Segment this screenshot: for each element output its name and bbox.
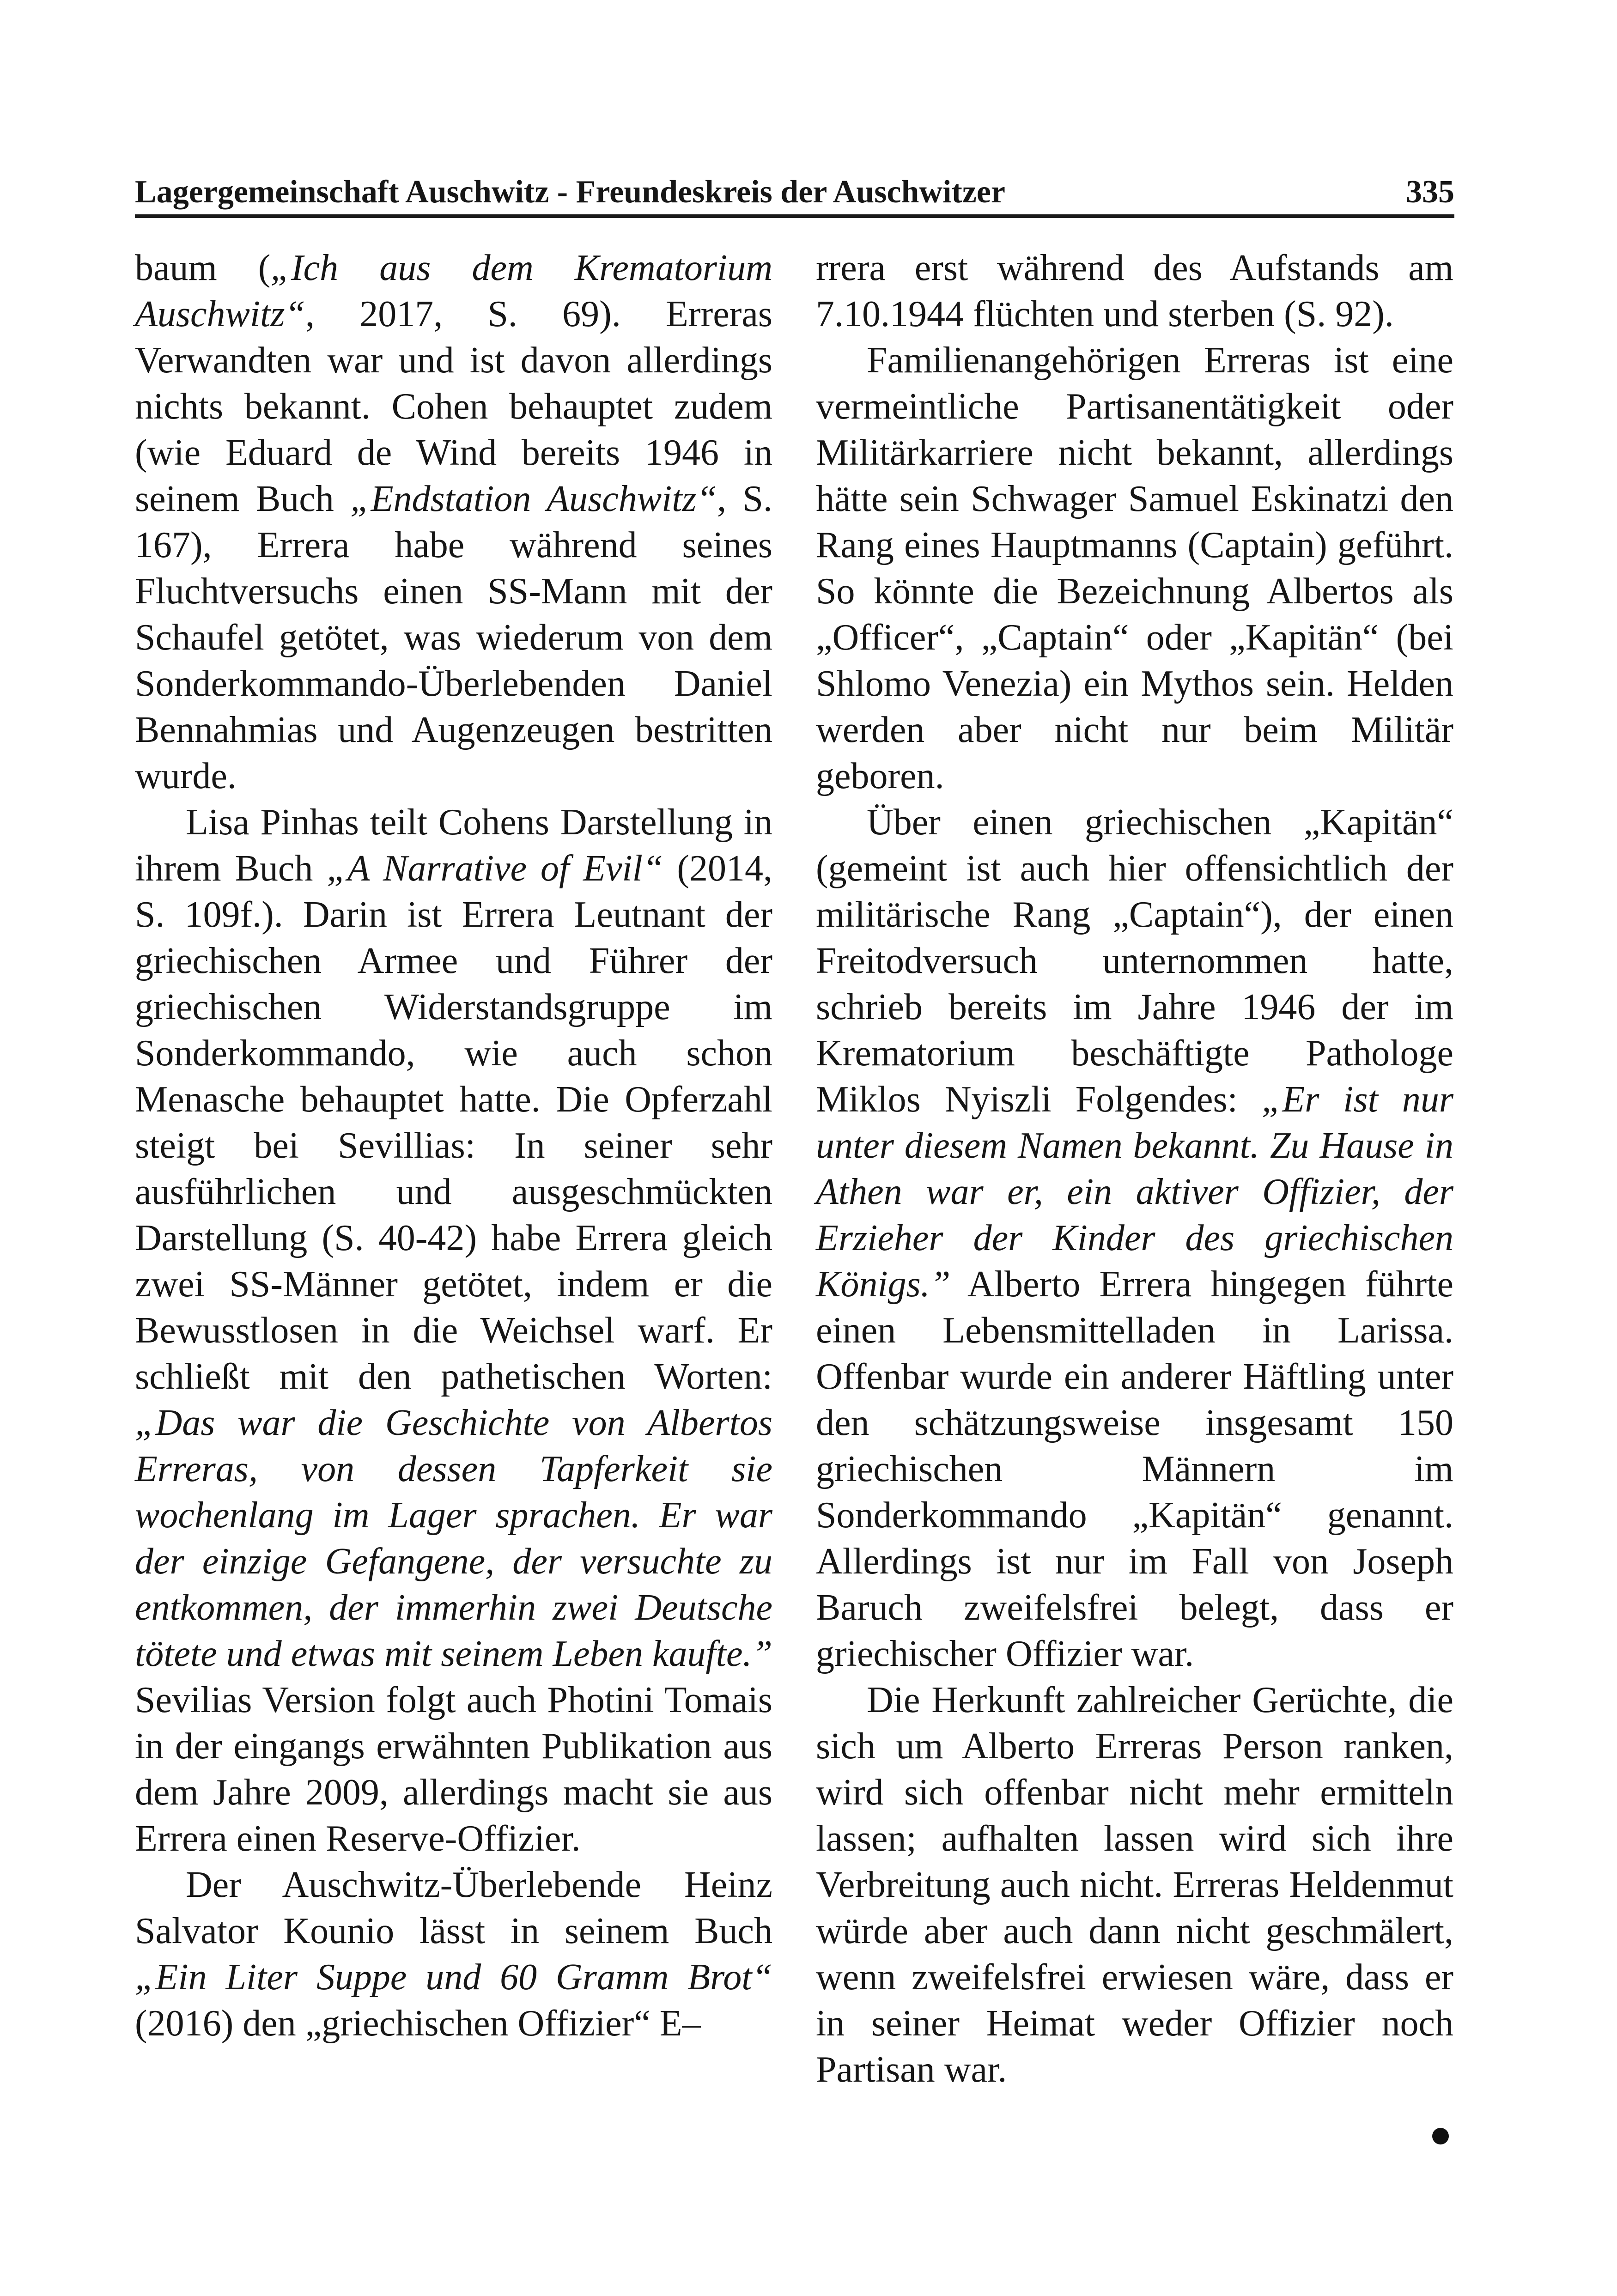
text-run: , S. 167), Errera habe während seines Fluchtversuchs einen SS-Mann mit der Schaufel getötet, was wiederum von dem Sonderkommando-Überlebenden Daniel Bennahmias und Augenzeugen bestritten wurde. (135, 479, 773, 796)
text-run: Der Auschwitz-Überlebende Heinz Salvator Kounio lässt in seinem Buch (135, 1865, 772, 1951)
running-header (135, 170, 1454, 218)
book-title: „Endstation Auschwitz“ (350, 479, 717, 519)
paragraph (135, 799, 772, 1862)
text-run: , 2017, S. 69). Erreras Verwandten war und ist davon allerdings nichts bekannt. Cohen behauptet zudem (wie Eduard de Wind bereits 1946 in seinem Buch (135, 294, 772, 519)
paragraph (816, 799, 1453, 1677)
paragraph: rrera erst während des Aufstands am 7.10.1944 flüchten und sterben (S. 92). (816, 248, 1453, 334)
text-run: Lisa Pinhas teilt Cohens Darstellung in ihrem Buch (135, 802, 772, 889)
book-title: „Ein Liter Suppe und 60 Gramm Brot“ (135, 1957, 772, 1998)
left-column (135, 245, 772, 2047)
paragraph: Die Herkunft zahlreicher Gerüchte, die sich um Alberto Erreras Person ranken, wird sich offenbar nicht mehr ermitteln lassen; aufhalten lassen wird sich ihre Verbreitung auch nicht. Erreras Heldenmut würde aber auch dann nicht geschmälert, wenn zweifelsfrei erwiesen wäre, dass er in seiner Heimat weder Offizier noch Partisan war. (816, 1680, 1453, 2090)
end-of-article-bullet-icon (1432, 2128, 1449, 2144)
text-run: Sevilias Version folgt auch Photini Tomais in der eingangs erwähnten Publikation aus dem Jahre 2009, allerdings macht sie aus Errera einen Reserve-Offizier. (135, 1680, 772, 1859)
right-column (816, 245, 1453, 2093)
paragraph (135, 1862, 772, 2047)
quotation: „Er ist nur unter diesem Namen bekannt. Zu Hause in Athen war er, ein aktiver Offizier, der Erzieher der Kinder des griechischen Königs.” (816, 1079, 1454, 1305)
text-run: baum ( (135, 248, 271, 288)
paragraph: Familienangehörigen Erreras ist eine vermeintliche Partisanentätigkeit oder Militärkarriere nicht bekannt, allerdings hätte sein Schwager Samuel Eskinatzi den Rang eines Hauptmanns (Captain) geführt. So könnte die Bezeichnung Albertos als „Officer“, „Captain“ oder „Kapitän“ (bei Shlomo Venezia) ein Mythos sein. Helden werden aber nicht nur beim Militär geboren. (816, 340, 1453, 796)
text-run: (2016) den „griechischen Offizier“ E– (135, 2003, 701, 2044)
page-number: 335 (1406, 174, 1454, 210)
book-title: „Ich aus dem Krematorium Auschwitz“ (135, 248, 773, 334)
text-run: Über einen griechischen „Kapitän“ (gemeint ist auch hier offensichtlich der militärische Rang „Captain“), der einen Freitodversuch unternommen hatte, schrieb bereits im Jahre 1946 der im Krematorium beschäftigte Pathologe Miklos Nyiszli Folgendes: (816, 802, 1453, 1120)
text-run: (2014, S. 109f.). Darin ist Errera Leutnant der griechischen Armee und Führer der griechischen Widerstandsgruppe im Sonderkommando, wie auch schon Menasche behauptet hatte. Die Opferzahl steigt bei Sevillias: In seiner sehr ausführlichen und ausgeschmückten Darstellung (S. 40-42) habe Errera gleich zwei SS-Männer getötet, indem er die Bewusstlosen in die Weichsel warf. Er schließt mit den pathetischen Worten: (135, 848, 772, 1397)
quotation: „Das war die Geschichte von Albertos Erreras, von dessen Tapferkeit sie wochenlang im Lager sprachen. Er war der einzige Gefangene, der versuchte zu entkommen, der immerhin zwei Deutsche tötete und etwas mit seinem Leben kaufte.” (135, 1403, 772, 1674)
book-title: „A Narrative of Evil“ (327, 848, 663, 889)
paragraph (135, 245, 772, 799)
header-title: Lagergemeinschaft Auschwitz - Freundeskreis der Auschwitzer (135, 174, 1005, 210)
text-run: Alberto Errera hingegen führte einen Lebensmittelladen in Larissa. Offenbar wurde ein anderer Häftling unter den schätzungsweise insgesamt 150 griechischen Männern im Sonderkommando „Kapitän“ genannt. Allerdings ist nur im Fall von Joseph Baruch zweifelsfrei belegt, dass er griechischer Offizier war. (816, 1264, 1453, 1674)
